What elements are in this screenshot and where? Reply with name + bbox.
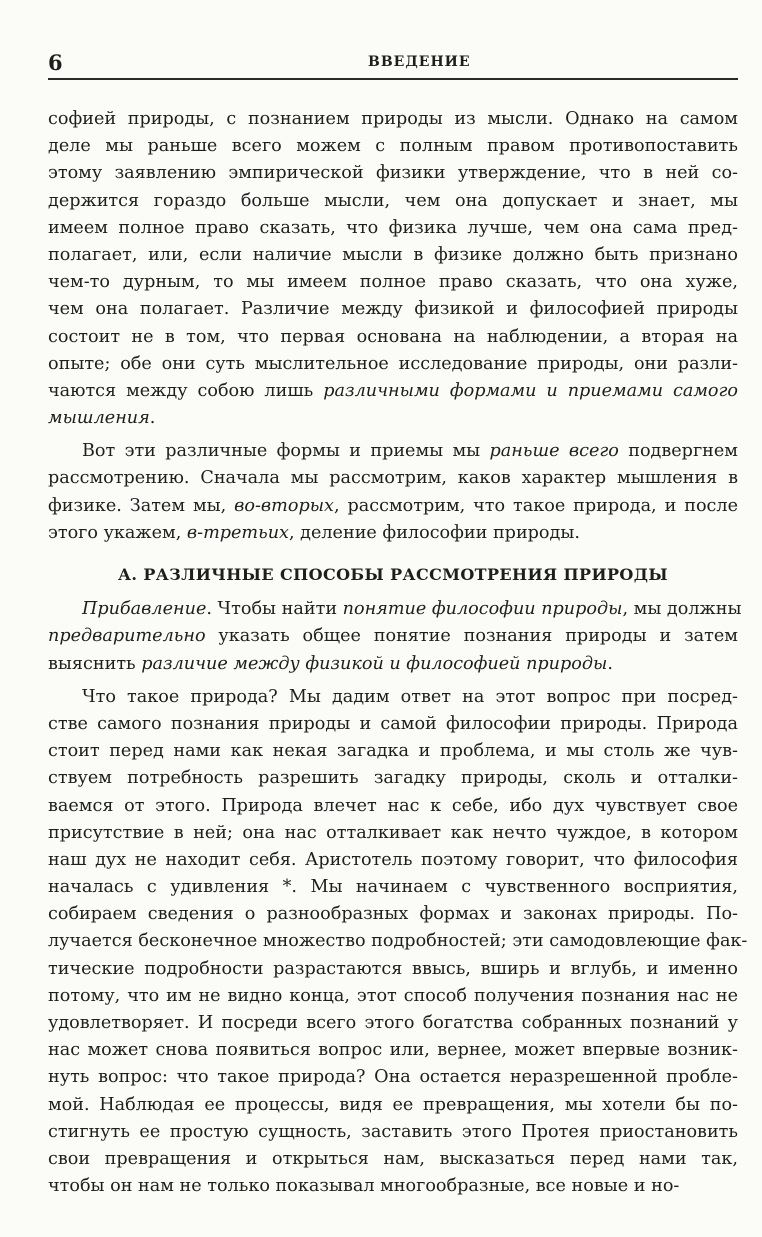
text-line — [48, 188, 738, 215]
text-segment: чем-то дурным, то мы имеем полное право сказать, что она хуже, — [48, 272, 738, 293]
text-segment: указать общее понятие познания природы и затем — [205, 626, 738, 647]
emphasis-text: в-третьих — [186, 522, 289, 543]
text-line — [48, 1064, 738, 1091]
text-segment: , деление философии природы. — [288, 522, 580, 543]
emphasis-text: различие между физикой и философией природы — [141, 653, 608, 674]
page-number: 6 — [48, 50, 63, 75]
text-segment: собираем сведения о разнообразных формах и законах природы. По- — [48, 904, 738, 925]
text-line — [48, 520, 738, 547]
paragraph — [48, 684, 748, 1201]
text-segment: . — [149, 408, 156, 429]
text-line — [48, 928, 748, 955]
text-segment: . — [607, 653, 613, 674]
text-line — [48, 820, 738, 847]
text-line — [48, 1010, 738, 1037]
text-segment: удовлетворяет. И посреди всего этого богатства собранных познаний у — [48, 1013, 738, 1033]
emphasis-text: различными формами и приемами самого — [323, 380, 738, 401]
text-segment: рассмотрению. Сначала мы рассмотрим, каков характер мышления в — [48, 468, 738, 489]
text-line — [48, 242, 738, 269]
text-line — [48, 738, 738, 765]
text-segment: этому заявлению эмпирической физики утверждение, что в ней со- — [48, 163, 738, 184]
text-line — [48, 596, 742, 623]
text-line — [48, 901, 738, 928]
text-segment: присутствие в ней; она нас отталкивает как нечто чуждое, в котором — [48, 822, 738, 843]
text-line — [48, 378, 738, 405]
text-segment: свои превращения и открыться нам, высказаться перед нами так, — [48, 1148, 738, 1169]
emphasis-text: во-вторых — [234, 495, 334, 516]
text-line — [48, 405, 738, 432]
text-segment: нуть вопрос: что такое природа? Она остается неразрешенной пробле- — [48, 1067, 738, 1088]
emphasis-text: понятие философии природы — [342, 599, 623, 620]
text-segment: тические подробности разрастаются ввысь, вширь и вглубь, и именно — [48, 958, 738, 979]
section-heading: А. РАЗЛИЧНЫЕ СПОСОБЫ РАССМОТРЕНИЯ ПРИРОДЫ — [118, 565, 668, 584]
text-segment: чтобы он нам не только показывал многообразные, все новые и но- — [48, 1176, 680, 1197]
text-segment: ствуем потребность разрешить загадку природы, сколь и отталки- — [48, 768, 738, 789]
paragraph — [48, 438, 738, 547]
text-segment: этого укажем, — [48, 522, 187, 543]
text-segment: потому, что им не видно конца, этот способ получения познания нас не — [48, 985, 738, 1006]
text-segment: держится гораздо больше мысли, чем она допускает и знает, мы — [48, 190, 738, 211]
text-line — [48, 493, 738, 520]
text-line — [48, 351, 738, 378]
text-line — [48, 1037, 738, 1064]
text-segment: чем она полагает. Различие между физикой и философией природы — [48, 299, 738, 320]
text-segment: началась с удивления *. Мы начинаем с чувственного восприятия, — [48, 877, 738, 898]
header-rule — [48, 78, 738, 80]
text-segment: деле мы раньше всего можем с полным правом противопоставить — [48, 136, 738, 157]
text-line — [48, 793, 738, 820]
text-line — [48, 1119, 738, 1146]
emphasis-text: мышления — [48, 408, 150, 429]
emphasis-text: раньше всего — [489, 441, 619, 462]
text-line — [48, 438, 738, 465]
text-line — [48, 684, 738, 711]
text-line — [48, 874, 738, 901]
page-header — [48, 50, 738, 80]
emphasis-text: Прибавление — [82, 599, 207, 620]
text-segment: полагает, или, если наличие мысли в физике должно быть признано — [48, 244, 738, 265]
text-segment: имеем полное право сказать, что физика лучше, чем она сама пред- — [48, 217, 738, 238]
text-segment: лучается бесконечное множество подробностей; эти самодовлеющие фак- — [48, 931, 748, 952]
text-segment: подвергнем — [618, 441, 738, 462]
paragraph — [48, 106, 738, 432]
text-line — [48, 1173, 738, 1200]
text-segment: . Чтобы найти — [206, 599, 343, 620]
text-segment: , рассмотрим, что такое природа, и после — [333, 495, 738, 516]
running-head: ВВЕДЕНИЕ — [368, 54, 471, 70]
body-text — [48, 106, 748, 1200]
text-segment: стоит перед нами как некая загадка и проблема, и мы столь же чув- — [48, 741, 738, 762]
text-line — [48, 983, 738, 1010]
text-segment: выяснить — [48, 653, 142, 674]
text-segment: стве самого познания природы и самой философии природы. Природа — [48, 713, 738, 734]
text-line — [48, 1146, 738, 1173]
text-line — [48, 847, 738, 874]
text-line — [48, 465, 738, 492]
text-line — [48, 215, 738, 242]
text-segment: физике. Затем мы, — [48, 495, 235, 516]
text-segment: наш дух не находит себя. Аристотель поэтому говорит, что философия — [48, 849, 738, 870]
text-line — [48, 956, 738, 983]
text-line — [48, 765, 738, 792]
addendum-paragraph — [48, 596, 742, 678]
text-line — [48, 133, 738, 160]
text-segment: стигнуть ее простую сущность, заставить этого Протея приостановить — [48, 1121, 738, 1142]
text-line — [48, 106, 738, 133]
text-line — [48, 324, 738, 351]
text-segment: чаются между собою лишь — [48, 380, 324, 401]
text-segment: ваемся от этого. Природа влечет нас к себе, ибо дух чувствует свое — [48, 795, 738, 816]
text-line — [48, 269, 738, 296]
text-segment: опыте; обе они суть мыслительное исследование природы, они разли- — [48, 353, 738, 374]
text-line — [48, 623, 738, 650]
emphasis-text: предварительно — [48, 626, 206, 647]
text-segment: , мы должны — [622, 599, 742, 620]
text-segment: нас может снова появиться вопрос или, вернее, может впервые возник- — [48, 1040, 738, 1061]
text-segment: Что такое природа? Мы дадим ответ на этот вопрос при посред- — [82, 686, 738, 707]
text-segment: состоит не в том, что первая основана на наблюдении, а вторая на — [48, 326, 738, 347]
text-line — [48, 1092, 738, 1119]
text-segment: Вот эти различные формы и приемы мы — [82, 441, 490, 462]
text-line — [48, 160, 738, 187]
text-segment: мой. Наблюдая ее процессы, видя ее превращения, мы хотели бы по- — [48, 1094, 738, 1115]
text-line — [48, 651, 738, 678]
text-segment: софией природы, с познанием природы из мысли. Однако на самом — [48, 109, 738, 129]
text-line — [48, 296, 738, 323]
text-line — [48, 711, 738, 738]
